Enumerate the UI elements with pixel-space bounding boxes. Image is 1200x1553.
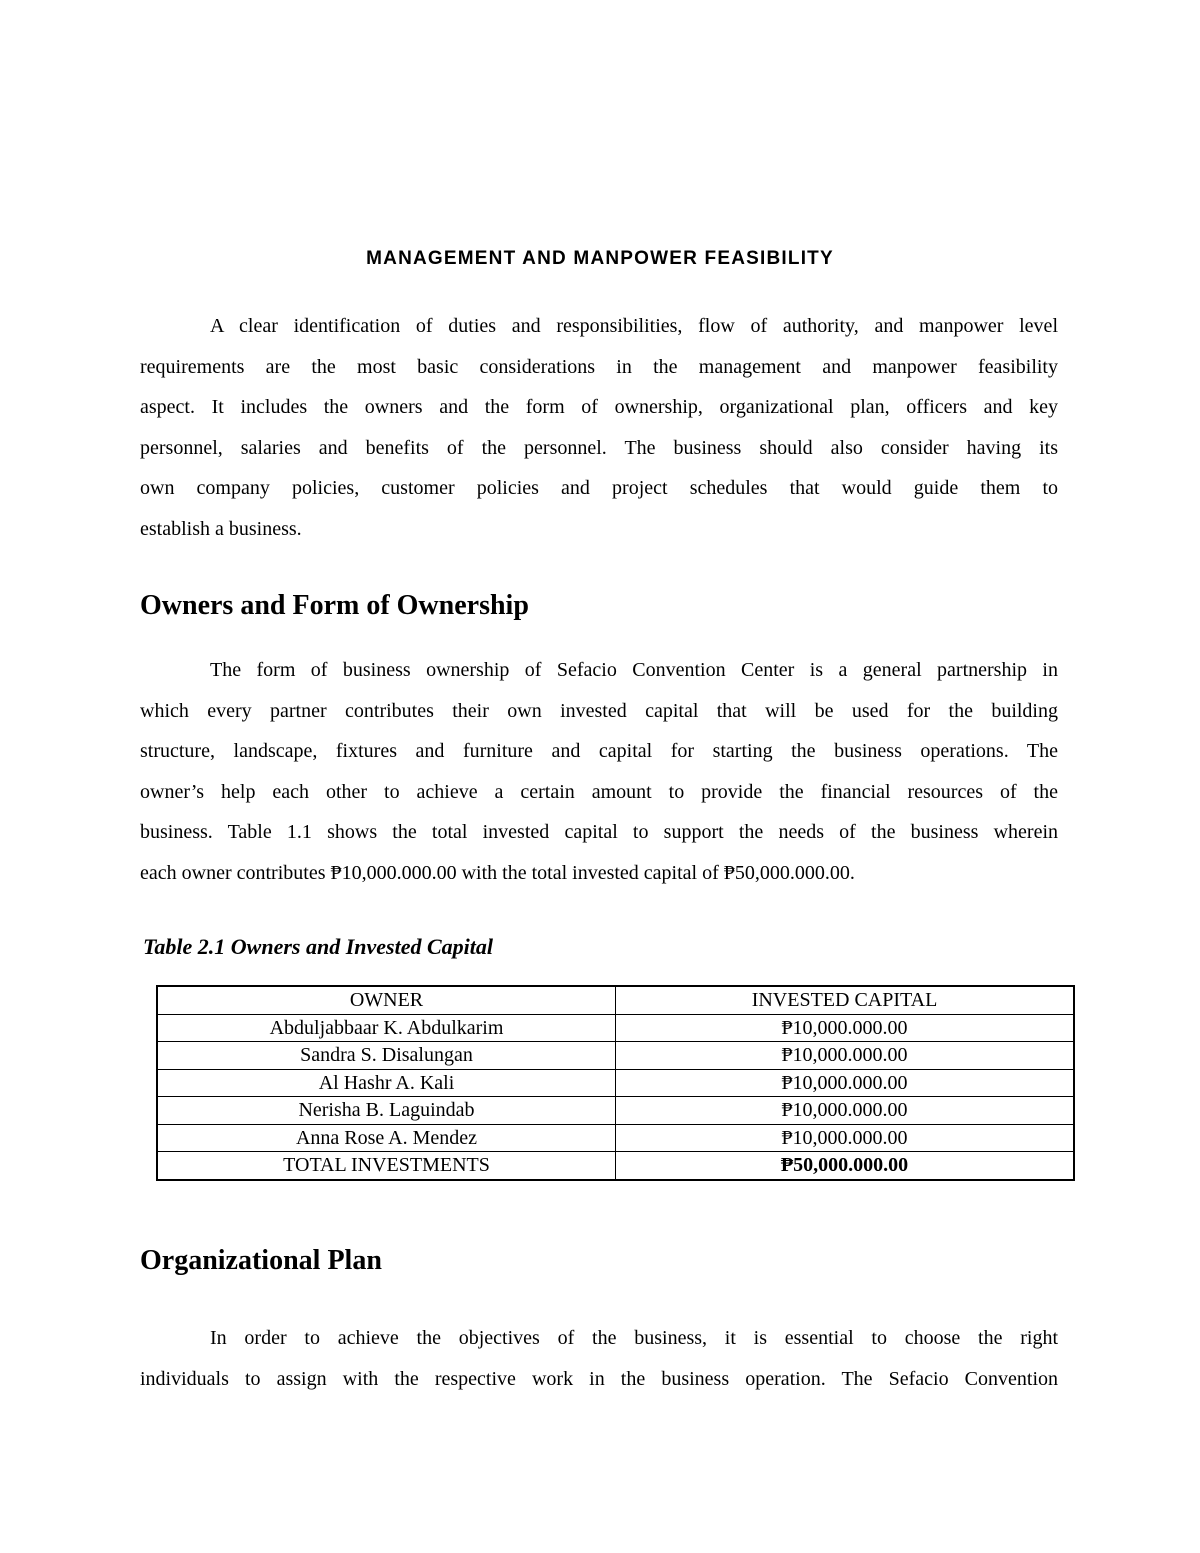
text-line: A clear identification of duties and responsibilities, flow of authority, and manpower level bbox=[210, 315, 1058, 337]
organizational-paragraph bbox=[140, 1318, 1058, 1399]
text-line: establish a business. bbox=[140, 517, 302, 540]
text-line: each owner contributes ₱10,000.000.00 with the total invested capital of ₱50,000.000.00. bbox=[140, 861, 855, 884]
table-header-row bbox=[157, 986, 1074, 1014]
section-heading-owners: Owners and Form of Ownership bbox=[140, 590, 529, 621]
text-line: In order to achieve the objectives of the business, it is essential to choose the right bbox=[210, 1327, 1058, 1349]
text-line: own company policies, customer policies and project schedules that would guide them to bbox=[140, 477, 1058, 500]
section-heading-organizational-plan: Organizational Plan bbox=[140, 1245, 382, 1276]
owners-table bbox=[156, 985, 1075, 1181]
text-line: aspect. It includes the owners and the form of ownership, organizational plan, officers and key bbox=[140, 396, 1058, 419]
invested-capital: ₱10,000.000.00 bbox=[616, 1069, 1075, 1097]
invested-capital: ₱10,000.000.00 bbox=[616, 1097, 1075, 1125]
table-caption: Table 2.1 Owners and Invested Capital bbox=[143, 934, 493, 959]
table-row bbox=[157, 1124, 1074, 1152]
invested-capital: ₱10,000.000.00 bbox=[616, 1124, 1075, 1152]
text-line: requirements are the most basic considerations in the management and manpower feasibility bbox=[140, 355, 1058, 378]
owner-name: Anna Rose A. Mendez bbox=[157, 1124, 616, 1152]
intro-paragraph bbox=[140, 306, 1058, 550]
document-title: MANAGEMENT AND MANPOWER FEASIBILITY bbox=[366, 248, 834, 269]
table-row bbox=[157, 1069, 1074, 1097]
table-row bbox=[157, 1014, 1074, 1042]
owner-name: Sandra S. Disalungan bbox=[157, 1042, 616, 1070]
invested-capital: ₱10,000.000.00 bbox=[616, 1014, 1075, 1042]
text-line: individuals to assign with the respective work in the business operation. The Sefacio Convention bbox=[140, 1367, 1058, 1390]
ownership-paragraph bbox=[140, 650, 1058, 894]
total-label: TOTAL INVESTMENTS bbox=[157, 1152, 616, 1180]
owner-name: Nerisha B. Laguindab bbox=[157, 1097, 616, 1125]
text-line: which every partner contributes their own invested capital that will be used for the building bbox=[140, 699, 1058, 722]
table-row bbox=[157, 1097, 1074, 1125]
owner-name: Abduljabbaar K. Abdulkarim bbox=[157, 1014, 616, 1042]
total-value: ₱50,000.000.00 bbox=[616, 1152, 1075, 1180]
total-row bbox=[157, 1152, 1074, 1180]
text-line: owner’s help each other to achieve a certain amount to provide the financial resources of the bbox=[140, 780, 1058, 803]
text-line: structure, landscape, fixtures and furniture and capital for starting the business operations. The bbox=[140, 740, 1058, 763]
owner-name: Al Hashr A. Kali bbox=[157, 1069, 616, 1097]
text-line: business. Table 1.1 shows the total invested capital to support the needs of the business wherein bbox=[140, 821, 1058, 844]
column-header: OWNER bbox=[157, 986, 616, 1014]
text-line: The form of business ownership of Sefacio Convention Center is a general partnership in bbox=[210, 659, 1058, 681]
table-row bbox=[157, 1042, 1074, 1070]
invested-capital: ₱10,000.000.00 bbox=[616, 1042, 1075, 1070]
column-header: INVESTED CAPITAL bbox=[616, 986, 1075, 1014]
text-line: personnel, salaries and benefits of the personnel. The business should also consider having its bbox=[140, 436, 1058, 459]
